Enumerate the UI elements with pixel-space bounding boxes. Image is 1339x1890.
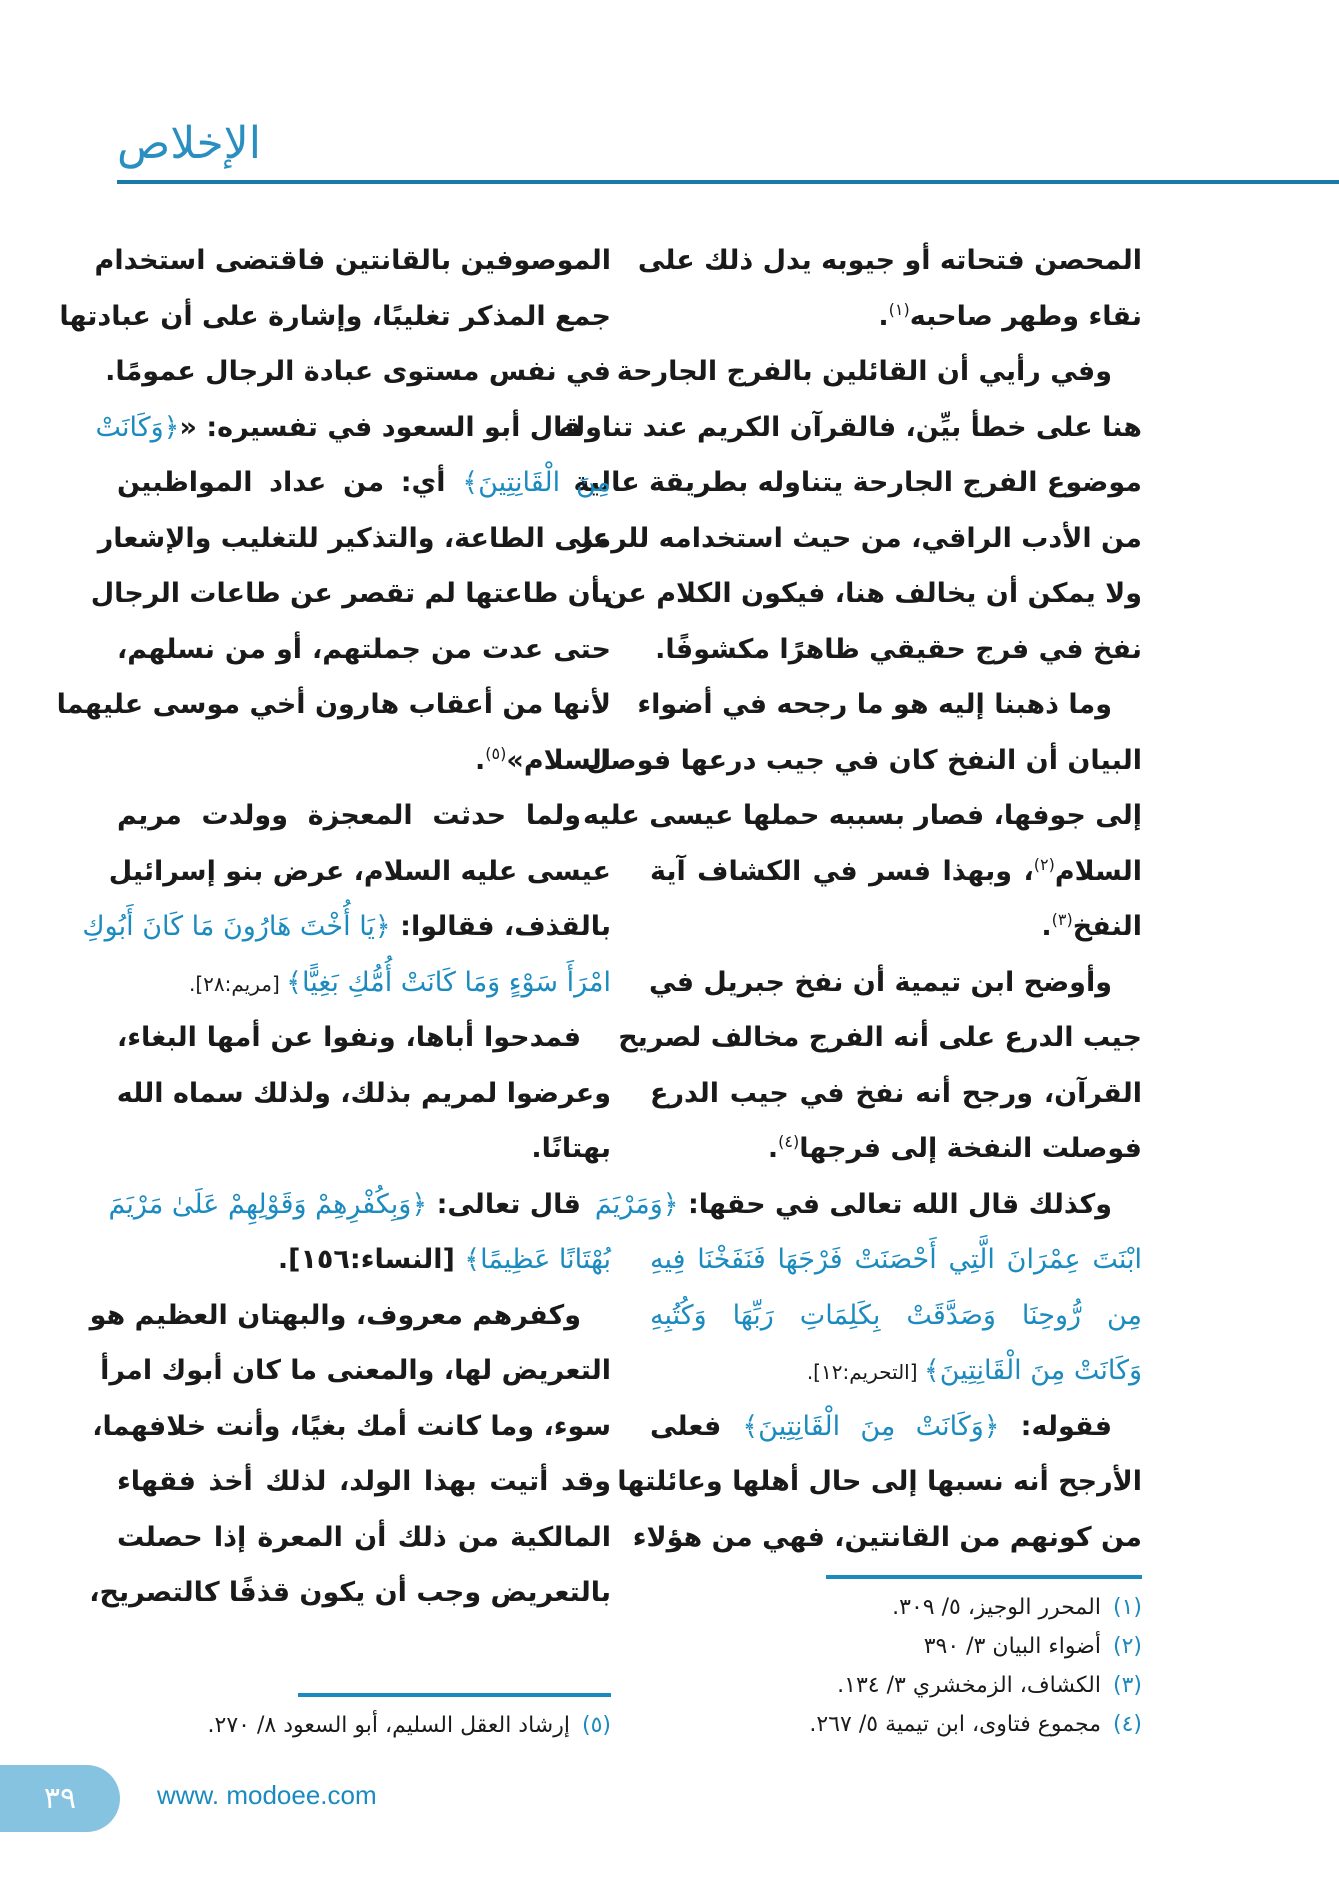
footnote-text: الكشاف، الزمخشري ٣/ ١٣٤. — [837, 1673, 1101, 1698]
text-line — [577, 511, 1142, 567]
footnote-number: (٥) — [581, 1713, 611, 1738]
text-line — [92, 1399, 611, 1455]
text-segment: من كونهم من القانتين، فهي من هؤلاء — [632, 1521, 1142, 1553]
text-segment: موضوع الفرج الجارحة يتناوله بطريقة عالية — [573, 467, 1142, 498]
text-segment: جيب الدرع على أنه الفرج مخالف لصريح — [618, 1022, 1142, 1053]
footnote-reference: (٢) — [1033, 854, 1055, 874]
quran-verse: وَكَانَتْ مِنَ الْقَانِتِينَ﴾ — [923, 1355, 1142, 1386]
text-segment: حتى عدت من جملتهم، أو من نسلهم، — [117, 633, 611, 665]
text-line — [573, 455, 1142, 511]
text-segment: بأن طاعتها لم تقصر عن طاعات الرجال — [90, 578, 611, 609]
text-line — [117, 1232, 611, 1288]
footnote — [208, 1706, 611, 1745]
quran-verse: ﴿وَكَانَتْ مِنَ الْقَانِتِينَ﴾ — [742, 1410, 1000, 1442]
text-segment: في نفس مستوى عبادة الرجال عمومًا. — [105, 356, 611, 387]
text-line — [117, 733, 611, 789]
text-line — [632, 1510, 1142, 1566]
text-line — [89, 1565, 611, 1621]
quran-verse: مِنَ الْقَانِتِينَ﴾ — [462, 467, 611, 498]
header-divider — [117, 180, 1339, 184]
text-line — [594, 1177, 1142, 1233]
text-segment: وكفرهم معروف، والبهتان العظيم هو — [89, 1299, 581, 1331]
text-line — [650, 1288, 1142, 1344]
quran-verse: مِن رُّوحِنَا وَصَدَّقَتْ بِكَلِمَاتِ رَبِّهَا وَكُتُبِهِ — [650, 1299, 1142, 1331]
text-segment: فمدحوا أباها، ونفوا عن أمها البغاء، — [117, 1022, 581, 1053]
text-segment: القرآن، ورجح أنه نفخ في جيب الدرع — [650, 1077, 1142, 1109]
footnote-text: مجموع فتاوى، ابن تيمية ٥/ ٢٦٧. — [809, 1712, 1101, 1737]
verse-source: [مريم:٢٨]. — [188, 971, 287, 996]
text-segment: . — [767, 1133, 779, 1164]
text-line — [97, 511, 611, 567]
text-line — [117, 622, 611, 678]
text-segment: المحصن فتحاته أو جيوبه يدل ذلك على — [637, 245, 1142, 276]
footnotes-left — [208, 1706, 611, 1745]
text-segment: جمع المذكر تغليبًا، وإشارة على أن عبادتها — [59, 300, 611, 332]
footnote-number: (٤) — [1112, 1712, 1142, 1737]
quran-verse: ﴿وَبِكُفْرِهِمْ وَقَوْلِهِمْ عَلَىٰ مَرْيَمَ — [108, 1188, 428, 1220]
text-segment: وما ذهبنا إليه هو ما رجحه في أضواء — [637, 689, 1112, 720]
text-line — [604, 566, 1142, 622]
text-segment: وكذلك قال الله تعالى في حقها: — [678, 1188, 1112, 1220]
quran-verse: بُهْتَانًا عَظِيمًا﴾ — [464, 1244, 611, 1275]
left-column — [56, 233, 611, 1621]
text-segment: هنا على خطأ بيِّن، فالقرآن الكريم عند تناوله — [558, 411, 1142, 443]
text-line — [650, 1343, 1142, 1399]
text-line — [650, 622, 1142, 678]
text-segment: السلام» — [506, 744, 611, 776]
text-segment: بالتعريض وجب أن يكون قذفًا كالتصريح، — [89, 1577, 611, 1608]
text-segment: وأوضح ابن تيمية أن نفخ جبريل في — [649, 966, 1112, 998]
text-line — [117, 955, 611, 1011]
text-segment: . — [878, 300, 889, 332]
footnote — [809, 1666, 1142, 1705]
text-segment: . — [475, 744, 486, 776]
text-segment: لأنها من أعقاب هارون أخي موسى عليهما — [56, 689, 611, 720]
text-segment: على الطاعة، والتذكير للتغليب والإشعار — [97, 522, 611, 554]
footnote-text: إرشاد العقل السليم، أبو السعود ٨/ ٢٧٠. — [207, 1713, 570, 1738]
text-segment: بالقذف، فقالوا: — [390, 911, 611, 942]
text-segment: وعرضوا لمريم بذلك، ولذلك سماه الله — [116, 1077, 611, 1109]
chapter-title: الإخلاص — [117, 118, 261, 169]
quran-verse: ﴿وَمَرْيَمَ — [594, 1188, 679, 1220]
text-segment: ، وبهذا فسر في الكشاف آية — [650, 855, 1034, 887]
text-line — [650, 1399, 1142, 1455]
text-line — [586, 733, 1142, 789]
text-line — [117, 1510, 611, 1566]
text-line — [117, 1121, 611, 1177]
text-line — [59, 289, 611, 345]
text-line — [650, 289, 1142, 345]
text-segment: فقوله: — [999, 1410, 1112, 1442]
text-segment: سوء، وما كانت أمك بغيًا، وأنت خلافهما، — [92, 1410, 611, 1442]
quran-verse: امْرَأَ سَوْءٍ وَمَا كَانَتْ أُمُّكِ بَغِيًّا﴾ — [286, 966, 611, 998]
text-segment: . — [1041, 911, 1052, 942]
footnote — [809, 1627, 1142, 1666]
verse-source: [التحريم:١٢]. — [806, 1360, 924, 1384]
footnote-reference: (٣) — [1051, 910, 1073, 929]
text-line — [650, 899, 1142, 955]
text-line — [117, 1010, 611, 1066]
footnote-reference: (٥) — [485, 743, 507, 763]
text-segment: النفخ — [1072, 911, 1142, 942]
footnotes-right — [809, 1588, 1142, 1744]
text-segment: نفخ في فرج حقيقي ظاهرًا مكشوفًا. — [655, 633, 1142, 665]
text-segment: وقد أتيت بهذا الولد، لذلك أخذ فقهاء — [117, 1466, 611, 1497]
footnote-reference: (١) — [888, 299, 910, 319]
footnote — [809, 1588, 1142, 1627]
text-line — [105, 344, 611, 400]
text-line — [650, 844, 1142, 900]
quran-verse: ﴿يَا أُخْتَ هَارُونَ مَا كَانَ أَبُوكِ — [82, 911, 391, 942]
footnote-number: (٢) — [1112, 1634, 1142, 1659]
footnote — [809, 1705, 1142, 1744]
text-line — [637, 677, 1142, 733]
text-segment: نقاء وطهر صاحبه — [909, 300, 1142, 332]
text-line — [117, 455, 611, 511]
quran-verse: ابْنَتَ عِمْرَانَ الَّتِي أَحْصَنَتْ فَرْجَهَا فَنَفَخْنَا فِيهِ — [650, 1244, 1142, 1275]
text-line — [95, 400, 611, 456]
footnote-reference: (٤) — [778, 1132, 800, 1151]
text-line — [617, 1454, 1142, 1510]
text-segment: قال أبو السعود في تفسيره: « — [179, 411, 581, 443]
footnote-number: (١) — [1112, 1595, 1142, 1620]
footnote-divider — [298, 1693, 611, 1697]
text-line — [650, 1232, 1142, 1288]
text-segment: قال تعالى: — [427, 1188, 581, 1220]
text-line — [616, 344, 1142, 400]
text-segment: الموصوفين بالقانتين فاقتضى استخدام — [94, 245, 611, 276]
text-segment: إلى جوفها، فصار بسببه حملها عيسى عليه — [582, 800, 1142, 831]
text-segment: أي: من عداد المواظبين — [117, 467, 463, 498]
text-line — [89, 1288, 611, 1344]
text-segment: من الأدب الراقي، من حيث استخدامه للرمز — [577, 522, 1142, 554]
quran-verse: ﴿وَكَانَتْ — [95, 411, 180, 443]
footnote-number: (٣) — [1112, 1673, 1142, 1698]
text-line — [650, 1121, 1142, 1177]
text-line — [637, 233, 1142, 289]
text-segment: التعريض لها، والمعنى ما كان أبوك امرأ — [100, 1355, 611, 1386]
text-segment: الأرجح أنه نسبها إلى حال أهلها وعائلتها — [617, 1466, 1142, 1497]
footnote-text: أضواء البيان ٣/ ٣٩٠ — [923, 1634, 1101, 1659]
text-line — [82, 899, 611, 955]
text-segment: [النساء:١٥٦]. — [277, 1244, 465, 1275]
text-line — [650, 1066, 1142, 1122]
text-line — [117, 788, 611, 844]
text-line — [618, 1010, 1142, 1066]
text-segment: المالكية من ذلك أن المعرة إذا حصلت — [117, 1521, 611, 1553]
text-segment: بهتانًا. — [531, 1133, 611, 1164]
footnote-text: المحرر الوجيز، ٥/ ٣٠٩. — [892, 1595, 1101, 1620]
text-line — [90, 566, 611, 622]
text-line — [650, 955, 1142, 1011]
text-line — [56, 677, 611, 733]
text-line — [108, 1177, 611, 1233]
text-segment: فعلى — [650, 1410, 743, 1442]
text-segment: السلام — [1054, 855, 1142, 887]
text-line — [100, 1343, 611, 1399]
text-segment: البيان أن النفخ كان في جيب درعها فوصل — [586, 744, 1142, 776]
text-line — [582, 788, 1142, 844]
text-line — [117, 1066, 611, 1122]
page-number: ٣٩ — [0, 1765, 120, 1832]
footnote-divider — [826, 1575, 1142, 1579]
text-line — [94, 233, 611, 289]
text-segment: عيسى عليه السلام، عرض بنو إسرائيل — [108, 855, 611, 887]
text-segment: فوصلت النفخة إلى فرجها — [799, 1133, 1142, 1164]
text-line — [117, 1454, 611, 1510]
text-segment: وفي رأيي أن القائلين بالفرج الجارحة — [616, 356, 1112, 387]
text-line — [108, 844, 611, 900]
text-segment: ولا يمكن أن يخالف هنا، فيكون الكلام عن — [604, 578, 1142, 609]
text-segment: ولما حدثت المعجزة وولدت مريم — [117, 800, 581, 831]
website-link[interactable]: www. modoee.com — [157, 1780, 377, 1810]
text-line — [558, 400, 1142, 456]
